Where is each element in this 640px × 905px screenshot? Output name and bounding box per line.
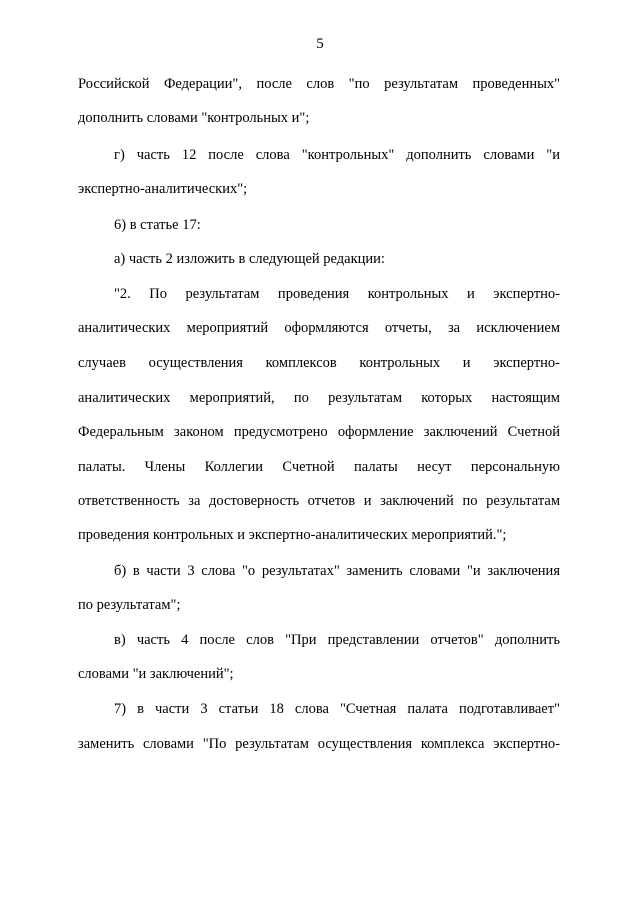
text-line: Российской Федерации", после слов "по результатам проведенных" <box>78 76 560 92</box>
text-line: дополнить словами "контрольных и"; <box>78 110 310 126</box>
text-line: экспертно-аналитических"; <box>78 181 248 197</box>
text-line: Федеральным законом предусмотрено оформление заключений Счетной <box>78 424 560 440</box>
text-line: в) часть 4 после слов "При представлении отчетов" дополнить <box>114 632 560 648</box>
text-line: 6) в статье 17: <box>114 217 201 233</box>
text-line: случаев осуществления комплексов контрольных и экспертно- <box>78 355 560 371</box>
text-line: палаты. Члены Коллегии Счетной палаты несут персональную <box>78 459 560 475</box>
text-line: словами "и заключений"; <box>78 666 234 682</box>
text-line: а) часть 2 изложить в следующей редакции: <box>114 251 385 267</box>
text-line: заменить словами "По результатам осуществления комплекса экспертно- <box>78 736 560 752</box>
text-line: проведения контрольных и экспертно-аналитических мероприятий."; <box>78 527 507 543</box>
text-line: аналитических мероприятий оформляются отчеты, за исключением <box>78 320 560 336</box>
text-line: аналитических мероприятий, по результатам которых настоящим <box>78 390 560 406</box>
page-number: 5 <box>316 36 324 52</box>
text-line: "2. По результатам проведения контрольных и экспертно- <box>114 286 560 302</box>
text-line: 7) в части 3 статьи 18 слова "Счетная палата подготавливает" <box>114 701 560 717</box>
text-line: г) часть 12 после слова "контрольных" дополнить словами "и <box>114 147 560 163</box>
text-line: б) в части 3 слова "о результатах" заменить словами "и заключения <box>114 563 560 579</box>
text-line: по результатам"; <box>78 597 181 613</box>
text-line: ответственность за достоверность отчетов и заключений по результатам <box>78 493 560 509</box>
